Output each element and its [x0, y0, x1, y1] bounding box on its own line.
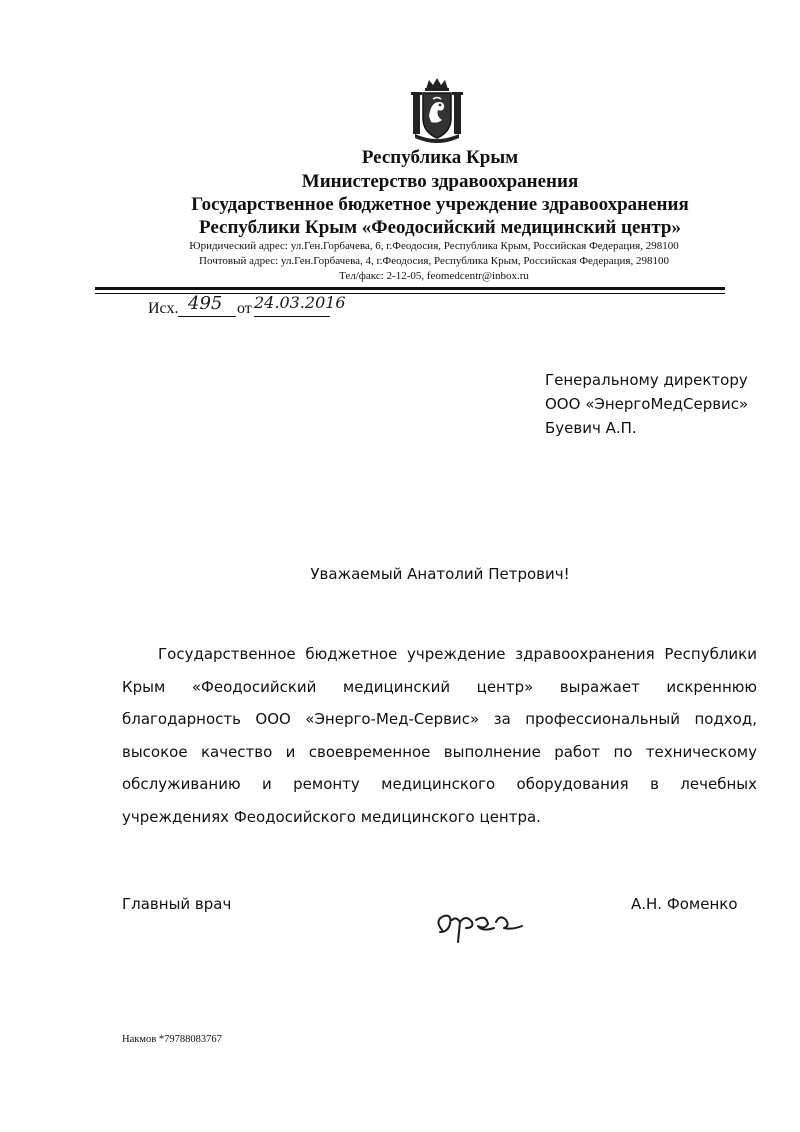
- footer-note: Накмов *79788083767: [122, 1034, 222, 1045]
- ministry-name: Министерство здравоохранения: [301, 171, 579, 192]
- date-underline: [254, 316, 330, 317]
- header-divider-thick: [95, 287, 725, 290]
- handwritten-signature-icon: [430, 898, 540, 948]
- outgoing-number: 495: [188, 293, 223, 314]
- number-underline: [178, 316, 236, 317]
- institution-name-line2: Республики Крым «Феодосийский медицинский центр»: [199, 217, 681, 238]
- postal-address: Почтовый адрес: ул.Ген.Горбачева, 4, г.Феодосия, Республика Крым, Российская Федерация, 298100: [199, 255, 669, 267]
- contacts: Тел/факс: 2-12-05, feomedcentr@inbox.ru: [339, 270, 529, 282]
- outgoing-label: Исх.: [148, 300, 179, 317]
- institution-name-line1: Государственное бюджетное учреждение здравоохранения: [191, 194, 689, 215]
- recipient-company: ООО «ЭнергоМедСервис»: [545, 395, 749, 413]
- recipient-position: Генеральному директору: [545, 371, 748, 389]
- letter-body: Государственное бюджетное учреждение здравоохранения Республики Крым «Феодосийский медицинский центр» выражает искреннюю благодарность ООО «Энерго-Мед-Сервис» за профессиональный подход, высокое качество и своевременное выполнение работ по техническому обслуживанию и ремонту медицинского оборудования в лечебных учреждениях Феодосийского медицинского центра.: [122, 645, 757, 826]
- salutation: Уважаемый Анатолий Петрович!: [310, 565, 570, 583]
- recipient-name: Буевич А.П.: [545, 419, 637, 437]
- signatory-name: А.Н. Фоменко: [631, 895, 738, 913]
- outgoing-date: 24.03.2016: [254, 293, 346, 312]
- crimea-coat-of-arms-icon: [409, 76, 465, 144]
- recipient-block: [545, 368, 748, 440]
- legal-address: Юридический адрес: ул.Ген.Горбачева, 6, г.Феодосия, Республика Крым, Российская Федерация, 298100: [189, 240, 679, 252]
- signatory-role: Главный врач: [122, 895, 232, 913]
- region-name: Республика Крым: [361, 147, 519, 168]
- date-label: от: [237, 300, 252, 317]
